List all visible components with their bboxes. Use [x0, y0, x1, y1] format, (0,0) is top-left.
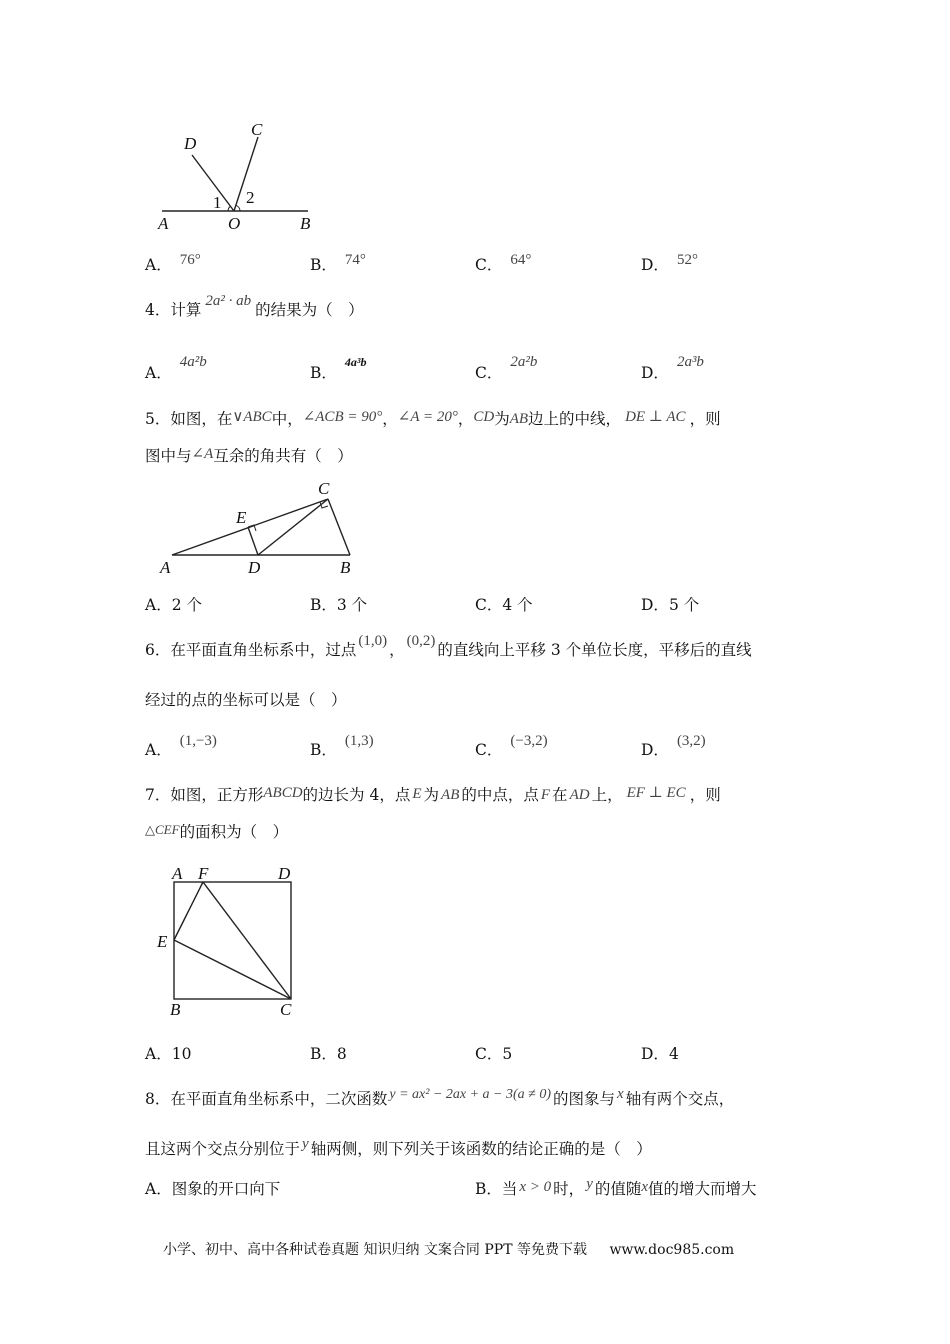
option-value: 5 个: [668, 596, 700, 614]
q7-text: 的中点，点: [461, 786, 539, 804]
q7-option-d[interactable]: [641, 1042, 679, 1064]
q7-math: EF ⊥ EC: [626, 785, 686, 801]
option-letter: B．: [310, 364, 337, 382]
q8-text: 轴两侧，则下列关于该函数的结论正确的是（ ）: [310, 1140, 652, 1158]
option-value: (−3,2): [510, 733, 548, 749]
fig7-label-b: B: [170, 1000, 181, 1019]
q5-text: ，: [382, 410, 398, 428]
q5-math: ∠ACB = 90°: [302, 409, 383, 425]
fig3-label-1: 1: [213, 193, 222, 212]
q5-option-b[interactable]: [310, 593, 367, 615]
q5-text: 边上的中线，: [528, 410, 622, 428]
option-value: 5: [502, 1045, 513, 1063]
option-value: 2 个: [171, 596, 202, 614]
option-value: 2a²b: [510, 354, 538, 370]
footer-banner: [163, 1239, 734, 1259]
q6-math: (0,2): [406, 633, 436, 649]
option-text: 的值随: [594, 1180, 642, 1198]
option-text: 值的增大而增大: [648, 1180, 757, 1198]
q7-math: ABCD: [263, 785, 303, 801]
option-letter: D．: [641, 741, 669, 759]
q8-text: 8．在平面直角坐标系中，二次函数: [145, 1090, 388, 1108]
q5-math: CD: [473, 409, 495, 425]
q6-stem-line1: [145, 633, 752, 661]
q5-text: 互余的角共有（ ）: [213, 447, 353, 465]
fig3-label-b: B: [300, 214, 311, 233]
q4-option-d[interactable]: [641, 354, 704, 383]
fig3-label-a: A: [158, 214, 169, 233]
option-letter: C．: [475, 741, 503, 759]
fig7-label-f: F: [198, 864, 209, 883]
option-value: (1,−3): [179, 733, 217, 749]
fig7-label-c: C: [280, 1000, 292, 1019]
q6-text: 的直线向上平移 3 个单位长度，平移后的直线: [437, 641, 752, 659]
option-value: 52°: [676, 252, 698, 268]
option-math: y: [586, 1176, 593, 1192]
fig7-label-a: A: [172, 864, 183, 883]
q5-math: ∠A: [191, 446, 214, 462]
q4-text: 4．计算: [145, 301, 202, 319]
q4-stem: [145, 293, 364, 321]
q7-text: 在: [552, 786, 568, 804]
q7-text: 的边长为 4，点: [302, 786, 411, 804]
q4-option-a[interactable]: [145, 354, 207, 383]
q8-stem-line1: [145, 1086, 735, 1111]
option-value: 4 个: [502, 596, 533, 614]
fig5-label-a: A: [160, 558, 171, 577]
fig5-label-c: C: [318, 479, 330, 498]
option-letter: A．: [145, 596, 172, 614]
fig3-label-d: D: [184, 134, 197, 153]
q3-option-b[interactable]: [310, 253, 366, 275]
q6-math: (1,0): [358, 633, 388, 649]
option-value: 74°: [344, 252, 366, 268]
q5-text: 为: [494, 410, 510, 428]
option-letter: B．: [310, 596, 337, 614]
q5-stem-line1: [145, 409, 721, 430]
option-value: 3 个: [336, 596, 368, 614]
option-math: x > 0: [519, 1179, 552, 1195]
q7-math: F: [540, 787, 551, 803]
option-letter: D．: [641, 256, 669, 274]
q6-stem-line2: 经过的点的坐标可以是（ ）: [145, 691, 347, 709]
q8-math: y = ax² − 2ax + a − 3(a ≠ 0): [389, 1087, 552, 1102]
q3-option-d[interactable]: [641, 253, 698, 275]
q6-option-d[interactable]: [641, 733, 706, 760]
q6-text: 6．在平面直角坐标系中，过点: [145, 641, 357, 659]
option-value: (1,3): [344, 733, 374, 749]
q5-option-a[interactable]: [145, 593, 202, 615]
angle-figure: [150, 115, 330, 240]
fig3-label-o: O: [228, 214, 241, 233]
q7-text: ，则: [689, 786, 721, 804]
option-letter: B．: [310, 256, 337, 274]
q7-stem-line1: [145, 785, 721, 806]
option-value: 4: [668, 1045, 679, 1063]
option-letter: C．: [475, 256, 503, 274]
q6-option-a[interactable]: [145, 733, 217, 760]
q8-math: y: [302, 1136, 309, 1152]
footer-link[interactable]: www.doc985.com: [609, 1242, 735, 1258]
triangle-figure: [150, 475, 370, 585]
option-letter: D．: [641, 364, 669, 382]
q7-math: AD: [569, 787, 590, 803]
option-letter: C．: [475, 1045, 503, 1063]
option-letter: B．: [310, 741, 337, 759]
q5-math: ∠A = 20°: [397, 409, 458, 425]
q8-text: 的图象与: [553, 1090, 616, 1108]
option-letter: D．: [641, 1045, 669, 1063]
option-letter: C．: [475, 364, 503, 382]
option-value: 10: [171, 1045, 192, 1063]
q8-text: 轴有两个交点，: [625, 1090, 735, 1108]
option-letter: C．: [475, 596, 503, 614]
q7-text: 的面积为（ ）: [179, 823, 289, 841]
option-letter: A．: [145, 1045, 172, 1063]
q5-text: 5．如图，在: [145, 410, 233, 428]
q5-text: ，: [457, 410, 474, 428]
q7-stem-line2: [145, 822, 288, 843]
q6-option-c[interactable]: [475, 733, 548, 760]
q5-option-d[interactable]: [641, 593, 699, 615]
q7-option-a[interactable]: [145, 1042, 191, 1064]
option-value: 64°: [510, 252, 532, 268]
option-text: B．当: [475, 1180, 518, 1198]
q5-math: ∨ABC: [232, 409, 272, 425]
q7-text: 为: [423, 786, 440, 804]
fig3-label-c: C: [251, 120, 263, 139]
q7-math: AB: [441, 787, 460, 803]
q3-option-a[interactable]: [145, 253, 201, 275]
option-value: (3,2): [676, 733, 706, 749]
fig5-label-e: E: [236, 508, 247, 527]
q4-option-b[interactable]: [310, 355, 367, 383]
option-letter: A．: [145, 364, 172, 382]
q7-math: △CEF: [145, 822, 180, 837]
q8-stem-line2: [145, 1136, 652, 1160]
q4-expression: 2a² · ab: [205, 293, 252, 309]
q5-option-c[interactable]: [475, 593, 533, 615]
fig7-label-e: E: [157, 932, 168, 951]
q8-text: 且这两个交点分别位于: [145, 1140, 301, 1158]
footer-text: 小学、初中、高中各种试卷真题 知识归纳 文案合同 PPT 等免费下载: [163, 1242, 587, 1258]
q5-math: DE ⊥ AC: [625, 409, 686, 425]
q4-option-c[interactable]: [475, 354, 538, 383]
q5-math: AB: [509, 411, 529, 427]
option-math: x: [641, 1179, 649, 1195]
fig3-label-2: 2: [246, 188, 255, 207]
q7-math: E: [412, 786, 422, 802]
q7-option-c[interactable]: [475, 1042, 512, 1064]
q6-option-b[interactable]: [310, 733, 374, 760]
fig5-label-b: B: [340, 558, 351, 577]
q7-text: 7．如图，正方形: [145, 786, 264, 804]
option-letter: D．: [641, 596, 669, 614]
option-value: 2a³b: [676, 354, 704, 370]
q3-option-c[interactable]: [475, 253, 531, 275]
q8-math: x: [617, 1086, 624, 1102]
q7-text: 上，: [591, 786, 623, 804]
q5-text: 中，: [271, 410, 303, 428]
option-letter: B．: [310, 1045, 337, 1063]
fig5-label-d: D: [248, 558, 261, 577]
q8-option-b[interactable]: [475, 1177, 757, 1199]
q4-text-tail: 的结果为（ ）: [255, 301, 364, 319]
q5-text: 图中与: [145, 447, 192, 465]
fig7-label-d: D: [278, 864, 291, 883]
q8-option-a[interactable]: A．图象的开口向下: [145, 1180, 281, 1198]
option-value: 76°: [179, 252, 201, 268]
q5-text: ，则: [689, 410, 721, 428]
q5-stem-line2: [145, 446, 353, 467]
option-letter: A．: [145, 741, 172, 759]
option-text: 时，: [553, 1180, 585, 1198]
q7-option-b[interactable]: [310, 1042, 347, 1064]
option-value: 8: [336, 1045, 347, 1063]
square-figure: [152, 860, 312, 1020]
option-value: 4a²b: [179, 354, 207, 370]
option-letter: A．: [145, 256, 172, 274]
option-value: 4a³b: [344, 355, 367, 369]
q6-text: ，: [389, 641, 405, 659]
